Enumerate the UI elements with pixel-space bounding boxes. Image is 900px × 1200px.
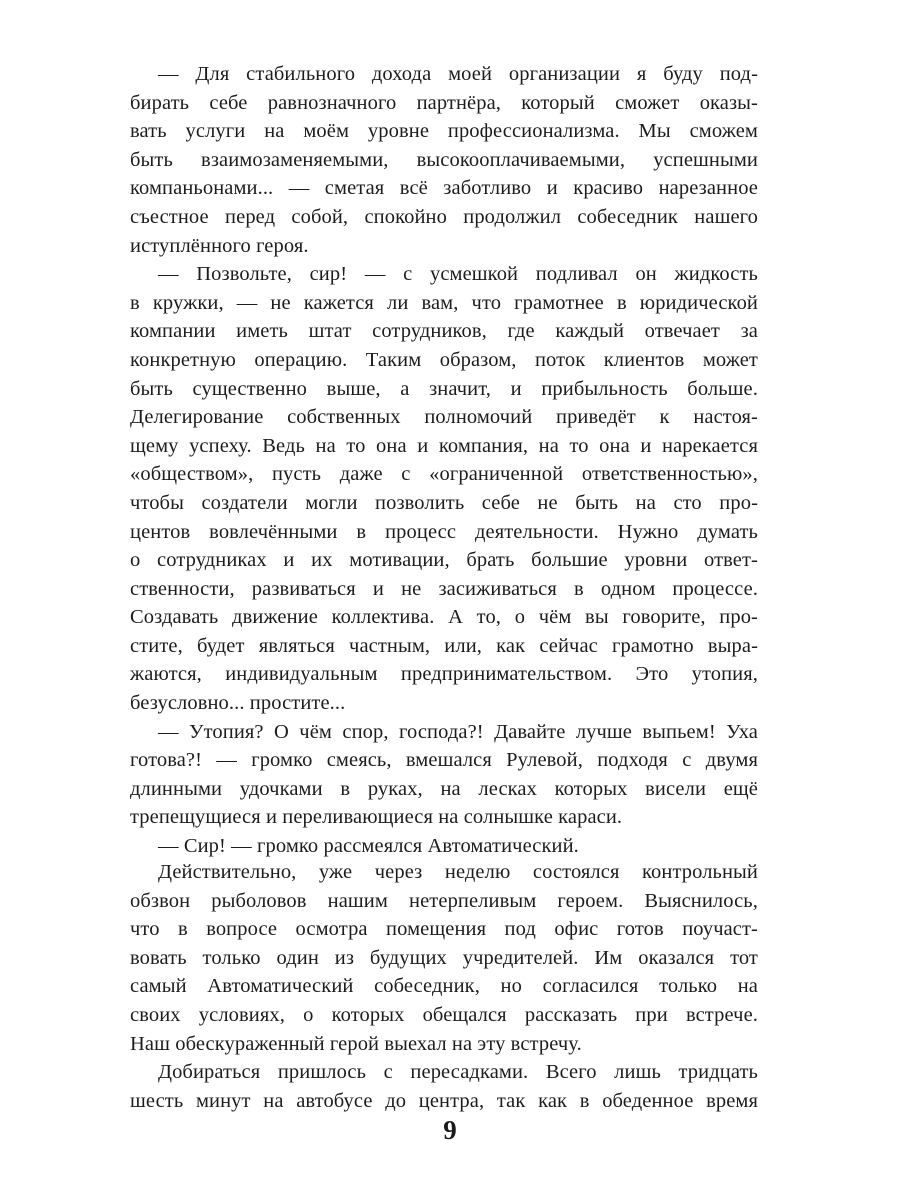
text-line: «обществом», пусть даже с «ограниченной ответственностью», — [130, 463, 758, 486]
text-line: безусловно... простите... — [130, 692, 346, 715]
text-line: вовать только один из будущих учредителей. Им оказался тот — [130, 946, 758, 969]
text-line: компаньонами... — сметая всё заботливо и красиво нарезанное — [130, 177, 758, 200]
text-line: быть взаимозаменяемыми, высокооплачиваемыми, успешными — [130, 148, 758, 171]
text-line: своих условиях, о которых обещался рассказать при встрече. — [130, 1003, 758, 1026]
text-line: центов вовлечёнными в процесс деятельности. Нужно думать — [130, 520, 758, 543]
text-line: бирать себе равнозначного партнёра, который сможет оказы- — [130, 91, 758, 114]
text-line: конкретную операцию. Таким образом, поток клиентов может — [130, 348, 758, 371]
text-line: ственности, развиваться и не засиживаться в одном процессе. — [130, 577, 758, 600]
text-line: жаются, индивидуальным предпринимательством. Это утопия, — [130, 663, 758, 686]
text-line: вать услуги на моём уровне профессионализма. Мы сможем — [130, 120, 758, 143]
text-line: — Сир! — громко рассмеялся Автоматический. — [158, 835, 579, 858]
text-line: иступлённого героя. — [130, 234, 309, 257]
text-line: трепещущиеся и переливающиеся на солнышке караси. — [130, 806, 623, 829]
text-line: обзвон рыболовов нашим нетерпеливым героем. Выяснилось, — [130, 889, 758, 912]
page-number: 9 — [443, 1115, 457, 1145]
text-line: чтобы создатели могли позволить себе не быть на сто про- — [130, 491, 758, 514]
text-section-dialogue — [130, 60, 758, 861]
text-line: Добираться пришлось с пересадками. Всего лишь тридцать — [158, 1061, 758, 1084]
text-line: компании иметь штат сотрудников, где каждый отвечает за — [130, 320, 758, 343]
text-line: быть существенно выше, а значит, и прибыльность больше. — [130, 377, 758, 400]
text-line: готова?! — громко смеясь, вмешался Рулевой, подходя с двумя — [130, 749, 758, 772]
text-section-narrative — [130, 858, 758, 1115]
text-line: съестное перед собой, спокойно продолжил собеседник нашего — [130, 205, 758, 228]
text-line: — Для стабильного дохода моей организации я буду под- — [158, 63, 758, 85]
text-line: длинными удочками в руках, на лесках которых висели ещё — [130, 777, 758, 800]
text-line: — Утопия? О чём спор, господа?! Давайте лучше выпьем! Уха — [158, 720, 758, 743]
text-line: Действительно, уже через неделю состоялся контрольный — [158, 861, 758, 883]
text-line: самый Автоматический собеседник, но согласился только на — [130, 975, 758, 998]
text-line: Создавать движение коллектива. А то, о чём вы говорите, про- — [130, 606, 758, 629]
text-line: Наш обескураженный герой выехал на эту встречу. — [130, 1032, 582, 1055]
text-line: щему успеху. Ведь на то она и компания, на то она и нарекается — [130, 434, 758, 457]
text-line: Делегирование собственных полномочий приведёт к настоя- — [130, 406, 758, 429]
text-line: что в вопросе осмотра помещения под офис готов поучаст- — [130, 918, 758, 941]
text-line: в кружки, — не кажется ли вам, что грамотнее в юридической — [130, 291, 758, 314]
text-line: шесть минут на автобусе до центра, так как в обеденное время — [130, 1089, 758, 1112]
text-line: — Позвольте, сир! — с усмешкой подливал он жидкость — [158, 263, 758, 286]
text-line: о сотрудниках и их мотивации, брать большие уровни ответ- — [130, 549, 758, 572]
text-line: стите, будет являться частным, или, как сейчас грамотно выра- — [130, 634, 758, 657]
